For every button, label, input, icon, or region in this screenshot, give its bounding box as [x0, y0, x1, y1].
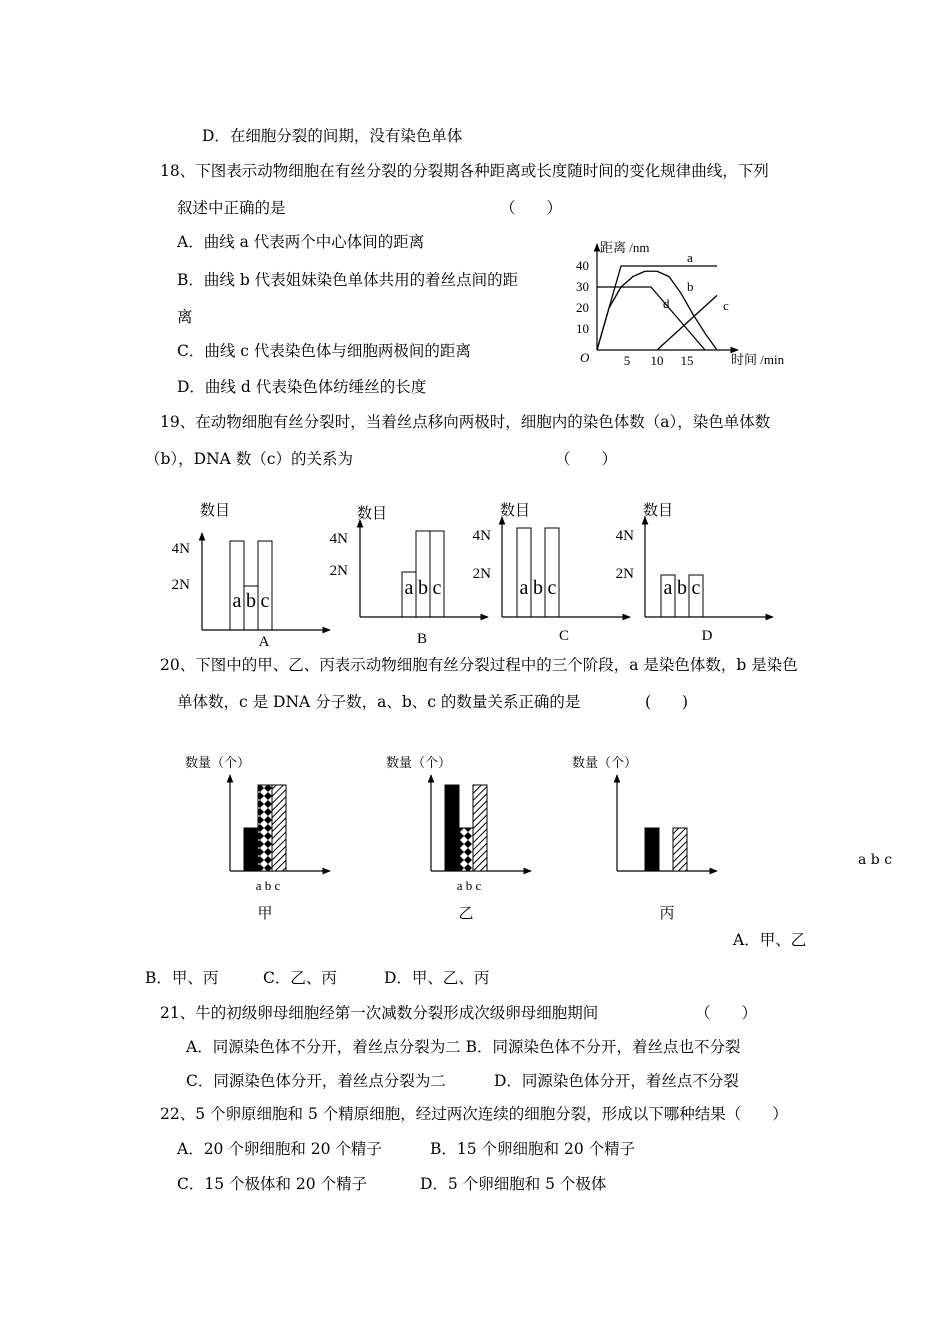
q19-tick-4N: 4N: [615, 528, 634, 544]
q20-bar-b: [258, 785, 272, 871]
q19-bar-label-c: c: [547, 577, 557, 599]
q20-bar-a: [244, 828, 258, 871]
q19-tick-2N: 2N: [329, 563, 348, 579]
q19-stem-line1: 19、在动物细胞有丝分裂时，当着丝点移向两极时，细胞内的染色体数（a），染色单体数: [160, 413, 771, 431]
q19-bar-label-a: a: [232, 590, 242, 612]
q18-option-c: C．曲线 c 代表染色体与细胞两极间的距离: [177, 342, 471, 360]
q18-series-lines: [597, 250, 729, 350]
q21-option-d: D．同源染色体分开，着丝点不分裂: [494, 1072, 739, 1090]
q22-stem: 22、5 个卵原细胞和 5 个精原细胞，经过两次连续的细胞分裂，形成以下哪种结果（ ）: [160, 1105, 788, 1123]
q21-option-c: C．同源染色体分开，着丝点分裂为二: [186, 1072, 446, 1090]
q18-origin-label: O: [580, 350, 590, 365]
q18-stem-line2: 叙述中正确的是: [177, 199, 286, 217]
q19-bar-label-b: b: [533, 577, 543, 599]
q20-bar-labels: a b c: [456, 878, 482, 893]
q20-bar-c: [272, 785, 286, 871]
q18-line-chart: [576, 240, 785, 368]
q20-bar-b: [459, 828, 473, 871]
q19-caption: D: [701, 628, 713, 644]
q19-chart-D: [616, 502, 773, 644]
q21-answer-paren: （ ）: [695, 1004, 758, 1022]
q19-y-axis-label: 数目: [643, 503, 674, 519]
q20-bar-labels: a b c: [255, 878, 281, 893]
q19-bar-label-a: a: [519, 577, 529, 599]
q18-x-axis-label: 时间 /min: [731, 352, 785, 367]
q20-chart-丙: [572, 755, 717, 922]
q20-chart-甲: [185, 755, 330, 922]
q19-y-axis-label: 数目: [357, 506, 388, 522]
q22-option-a: A．20 个卵细胞和 20 个精子: [177, 1140, 382, 1158]
q18-option-d: D．曲线 d 代表染色体纺缍丝的长度: [177, 378, 427, 396]
q20-y-axis-label: 数量（个）: [572, 755, 638, 770]
q19-bar-label-a: a: [404, 577, 414, 599]
q19-bar-label-b: b: [418, 577, 428, 599]
q19-bar-a: [517, 528, 531, 617]
q18-curve-b: [597, 271, 717, 350]
q19-bar-charts: [172, 502, 773, 650]
q20-option-b: B．甲、丙: [145, 969, 219, 987]
q19-bar-b: [416, 531, 430, 617]
q20-caption: 丙: [659, 906, 675, 922]
q19-chart-B: [330, 505, 488, 647]
q20-option-c: C．乙、丙: [263, 969, 337, 987]
q19-answer-paren: （ ）: [555, 450, 618, 468]
q22-option-d: D．5 个卵细胞和 5 个极体: [420, 1175, 607, 1193]
q20-option-d: D．甲、乙、丙: [384, 969, 490, 987]
q18-curve-label-d: d: [663, 296, 670, 311]
q20-y-axis-label: 数量（个）: [185, 755, 251, 770]
q18-option-b: B．曲线 b 代表姐妹染色单体共用的着丝点间的距: [177, 271, 519, 289]
q19-y-axis-label: 数目: [200, 503, 231, 519]
q19-bar-label-b: b: [677, 577, 687, 599]
q19-bar-c: [258, 541, 272, 630]
q19-bar-a: [230, 541, 244, 630]
q21-options-ab: A．同源染色体不分开，着丝点分裂为二 B．同源染色体不分开，着丝点也不分裂: [186, 1038, 741, 1056]
q19-chart-A: [172, 502, 330, 650]
q20-stem-line1: 20、下图中的甲、乙、丙表示动物细胞有丝分裂过程中的三个阶段，a 是染色体数，b 是染色: [160, 656, 798, 674]
q18-x-tick-label: 5: [623, 353, 631, 368]
q20-answer-paren: ( ): [645, 693, 689, 711]
q20-caption: 乙: [458, 906, 474, 922]
q18-stem-line1: 18、下图表示动物细胞在有丝分裂的分裂期各种距离或长度随时间的变化规律曲线，下列: [160, 162, 769, 180]
q18-x-tick-label: 15: [680, 353, 694, 368]
q19-tick-4N: 4N: [329, 531, 348, 547]
q18-answer-paren: （ ）: [500, 199, 563, 217]
q18-curve-a: [597, 266, 717, 350]
q20-bar-a: [645, 828, 659, 871]
q20-bar-c: [473, 785, 487, 871]
q20-caption: 甲: [257, 906, 273, 922]
q20-bar-c: [673, 828, 687, 871]
q19-chart-C: [473, 502, 630, 644]
q19-tick-2N: 2N: [171, 577, 190, 593]
q19-bar-c: [430, 531, 444, 617]
q19-bar-label-c: c: [691, 577, 701, 599]
q20-bar-a: [445, 785, 459, 871]
q20-stem-line2: 单体数，c 是 DNA 分子数，a、b、c 的数量关系正确的是: [177, 693, 581, 711]
q20-bar-charts: [185, 755, 717, 922]
q20-y-axis-label: 数量（个）: [386, 755, 452, 770]
q19-caption: A: [258, 634, 270, 650]
q18-curve-label-a: a: [687, 249, 693, 265]
q17-option-d: D．在细胞分裂的间期，没有染色单体: [202, 127, 463, 145]
q19-bar-label-c: c: [432, 577, 442, 599]
q22-option-c: C．15 个极体和 20 个精子: [177, 1175, 368, 1193]
q19-tick-2N: 2N: [472, 566, 491, 582]
q18-y-tick-label: 20: [576, 300, 589, 315]
q19-tick-2N: 2N: [615, 566, 634, 582]
q18-curve-d: [597, 287, 705, 350]
q18-y-tick-label: 10: [576, 321, 589, 336]
q19-caption: C: [558, 628, 570, 644]
q18-x-tick-label: 10: [650, 353, 664, 368]
q20-stray-legend: a b c: [858, 852, 893, 868]
q18-y-tick-label: 40: [576, 258, 589, 273]
q18-curve-label-c: c: [723, 298, 729, 314]
q19-y-axis-label: 数目: [500, 503, 531, 519]
q18-curve-label-b: b: [687, 279, 694, 295]
q19-bar-label-c: c: [260, 590, 270, 612]
q18-option-b-cont: 离: [177, 308, 193, 326]
q20-chart-乙: [386, 755, 531, 922]
q18-y-axis-label: 距离 /nm: [600, 240, 650, 255]
q21-stem: 21、牛的初级卵母细胞经第一次减数分裂形成次级卵母细胞期间: [160, 1004, 599, 1022]
q19-stem-line2: （b），DNA 数（c）的关系为: [145, 450, 353, 468]
q18-y-tick-label: 30: [576, 279, 589, 294]
q19-caption: B: [416, 631, 428, 647]
q19-bar-c: [545, 528, 559, 617]
q19-tick-4N: 4N: [472, 528, 491, 544]
q22-option-b: B．15 个卵细胞和 20 个精子: [430, 1140, 636, 1158]
q19-bar-label-a: a: [663, 577, 673, 599]
q19-bar-label-b: b: [246, 590, 256, 612]
q18-option-a: A．曲线 a 代表两个中心体间的距离: [177, 233, 425, 251]
q20-option-a: A．甲、乙: [733, 931, 807, 949]
q19-tick-4N: 4N: [171, 541, 190, 557]
q18-tick-labels: [576, 258, 694, 368]
